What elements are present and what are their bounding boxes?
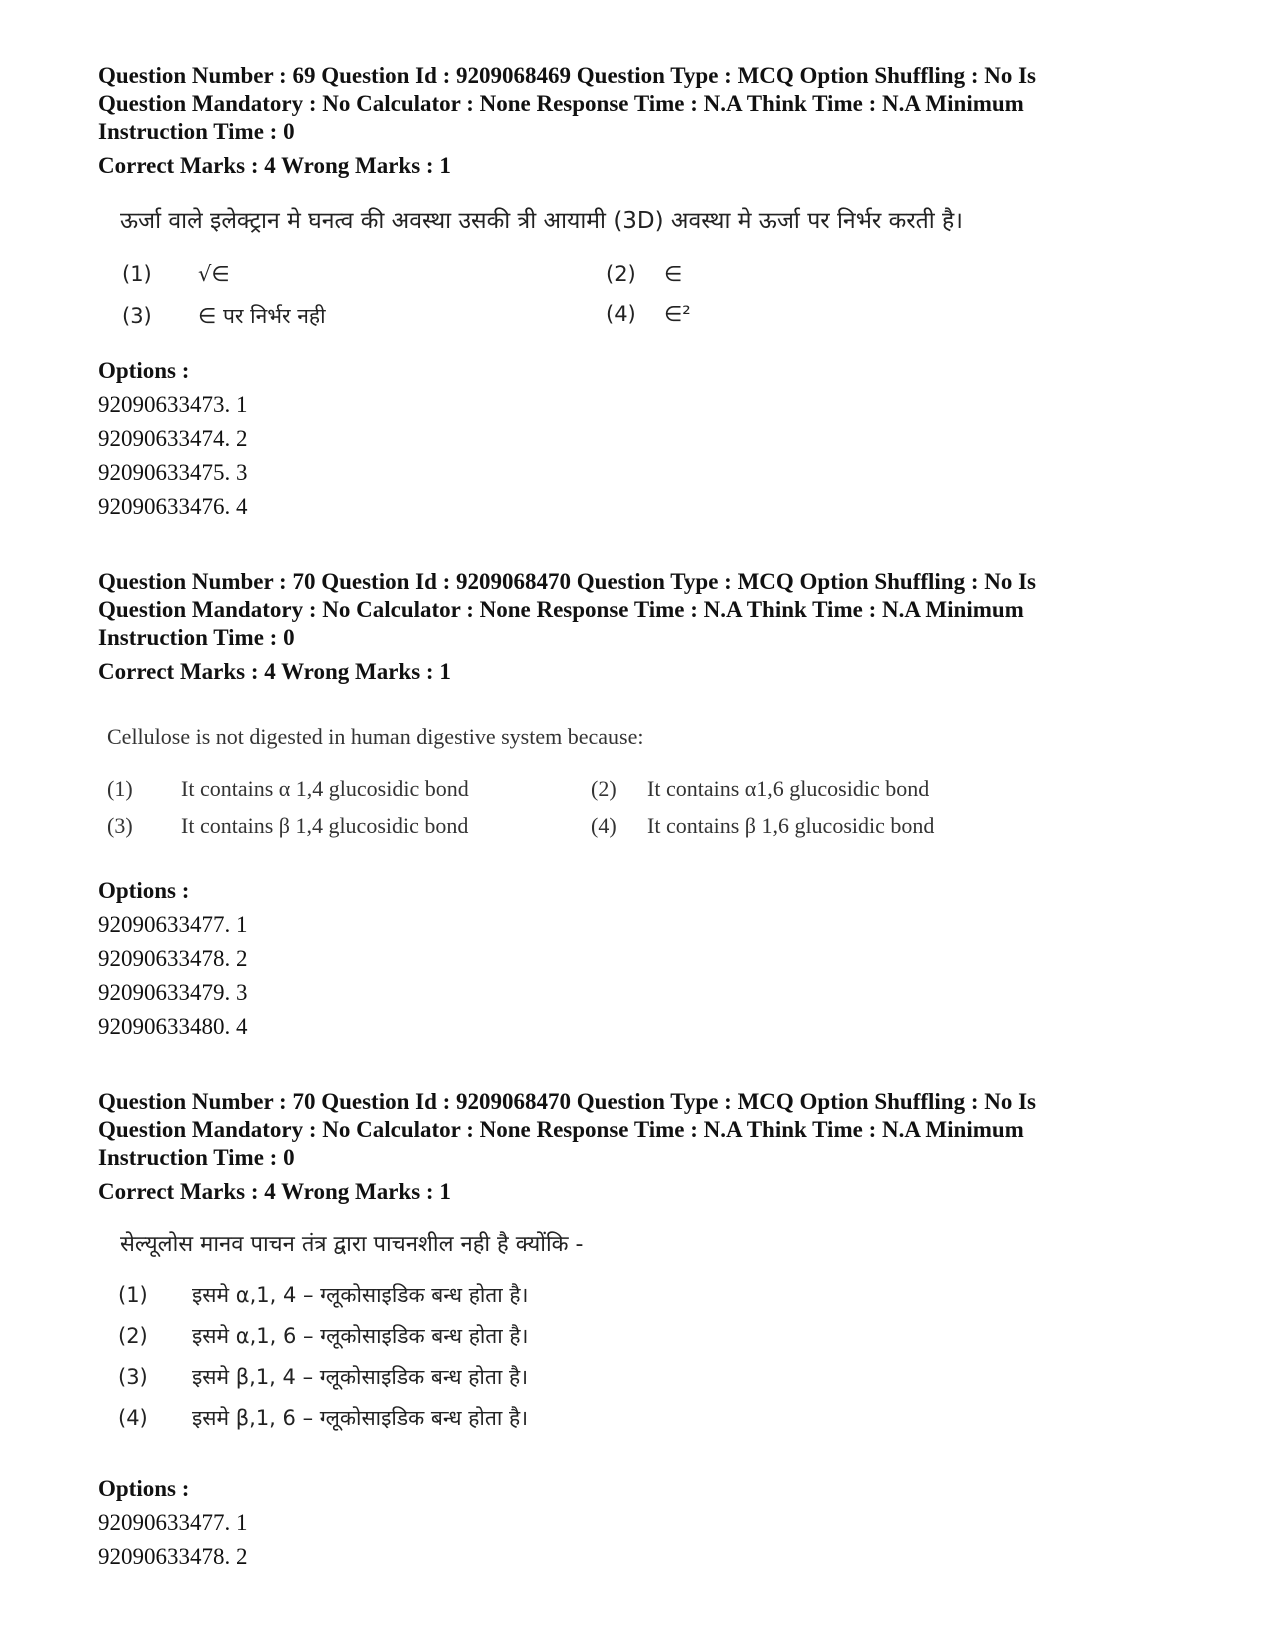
options-title: Options : (98, 878, 190, 903)
choice-text: इसमे β,1, 6 – ग्लूकोसाइडिक बन्ध होता है। (192, 1406, 529, 1430)
choice-number: (2) (606, 262, 636, 286)
choice-text: It contains β 1,4 glucosidic bond (181, 813, 469, 838)
choice-text: ∈ (664, 262, 683, 286)
options-list (98, 1472, 248, 1574)
meta-line: Instruction Time : 0 (98, 1145, 295, 1170)
choice (591, 776, 929, 802)
choice (122, 302, 326, 330)
choice (118, 1281, 529, 1309)
choice-number: (4) (118, 1406, 148, 1430)
option-item: 92090633479. 3 (98, 980, 248, 1005)
choice-text: √∈ (198, 262, 230, 286)
choice (118, 1404, 528, 1432)
choice (118, 1363, 528, 1391)
choice (591, 813, 934, 839)
marks-line: Correct Marks : 4 Wrong Marks : 1 (98, 659, 451, 684)
meta-line: Question Mandatory : No Calculator : None Response Time : N.A Think Time : N.A Minimum (98, 597, 1024, 622)
choice-text: ∈² (664, 302, 691, 326)
option-item: 92090633474. 2 (98, 426, 248, 451)
meta-line: Question Number : 69 Question Id : 9209068469 Question Type : MCQ Option Shuffling : No Is (98, 63, 1037, 88)
option-item: 92090633476. 4 (98, 494, 248, 519)
option-item: 92090633477. 1 (98, 1510, 248, 1535)
meta-line: Question Mandatory : No Calculator : None Response Time : N.A Think Time : N.A Minimum (98, 91, 1024, 116)
choice-number: (2) (118, 1324, 148, 1348)
option-item: 92090633478. 2 (98, 1544, 248, 1569)
option-item: 92090633473. 1 (98, 392, 248, 417)
question-stem: Cellulose is not digested in human digestive system because: (107, 724, 644, 749)
choice (122, 262, 230, 286)
question-block (98, 1088, 1188, 1206)
meta-line: Question Number : 70 Question Id : 9209068470 Question Type : MCQ Option Shuffling : No Is (98, 569, 1037, 594)
choice-text: इसमे α,1, 6 – ग्लूकोसाइडिक बन्ध होता है। (192, 1324, 529, 1348)
choice-number: (4) (591, 813, 617, 838)
option-item: 92090633480. 4 (98, 1014, 248, 1039)
choice (606, 262, 682, 286)
question-meta (98, 62, 1188, 146)
choice-number: (3) (107, 813, 133, 838)
options-title: Options : (98, 1476, 190, 1501)
choice (107, 813, 468, 839)
choice-number: (4) (606, 302, 636, 326)
marks-line: Correct Marks : 4 Wrong Marks : 1 (98, 1179, 451, 1204)
choice-number: (1) (118, 1283, 148, 1307)
choice-text: ∈ पर निर्भर नही (198, 304, 326, 328)
choice (606, 302, 691, 326)
choice-number: (3) (118, 1365, 148, 1389)
options-title: Options : (98, 358, 190, 383)
question-block (98, 568, 1188, 686)
meta-line: Question Number : 70 Question Id : 9209068470 Question Type : MCQ Option Shuffling : No Is (98, 1089, 1037, 1114)
question-meta (98, 568, 1188, 652)
question-meta (98, 1088, 1188, 1172)
choice-number: (1) (107, 776, 133, 801)
choice (107, 776, 469, 802)
question-stem: सेल्यूलोस मानव पाचन तंत्र द्वारा पाचनशील नही है क्योंकि - (120, 1232, 584, 1257)
options-list (98, 874, 248, 1044)
choice-text: It contains β 1,6 glucosidic bond (647, 813, 935, 838)
marks-line: Correct Marks : 4 Wrong Marks : 1 (98, 153, 451, 178)
choice-number: (3) (122, 304, 152, 328)
question-stem: ऊर्जा वाले इलेक्ट्रान मे घनत्व की अवस्था उसकी त्री आयामी (3D) अवस्था मे ऊर्जा पर निर्भर करती है। (120, 208, 963, 234)
choice (118, 1322, 529, 1350)
choice-text: इसमे α,1, 4 – ग्लूकोसाइडिक बन्ध होता है। (192, 1283, 529, 1307)
choice-number: (2) (591, 776, 617, 801)
choice-text: इसमे β,1, 4 – ग्लूकोसाइडिक बन्ध होता है। (192, 1365, 529, 1389)
option-item: 92090633477. 1 (98, 912, 248, 937)
option-item: 92090633478. 2 (98, 946, 248, 971)
meta-line: Question Mandatory : No Calculator : None Response Time : N.A Think Time : N.A Minimum (98, 1117, 1024, 1142)
question-block (98, 62, 1188, 180)
meta-line: Instruction Time : 0 (98, 119, 295, 144)
options-list (98, 354, 248, 524)
meta-line: Instruction Time : 0 (98, 625, 295, 650)
option-item: 92090633475. 3 (98, 460, 248, 485)
choice-number: (1) (122, 262, 152, 286)
choice-text: It contains α 1,4 glucosidic bond (181, 776, 469, 801)
choice-text: It contains α1,6 glucosidic bond (647, 776, 930, 801)
